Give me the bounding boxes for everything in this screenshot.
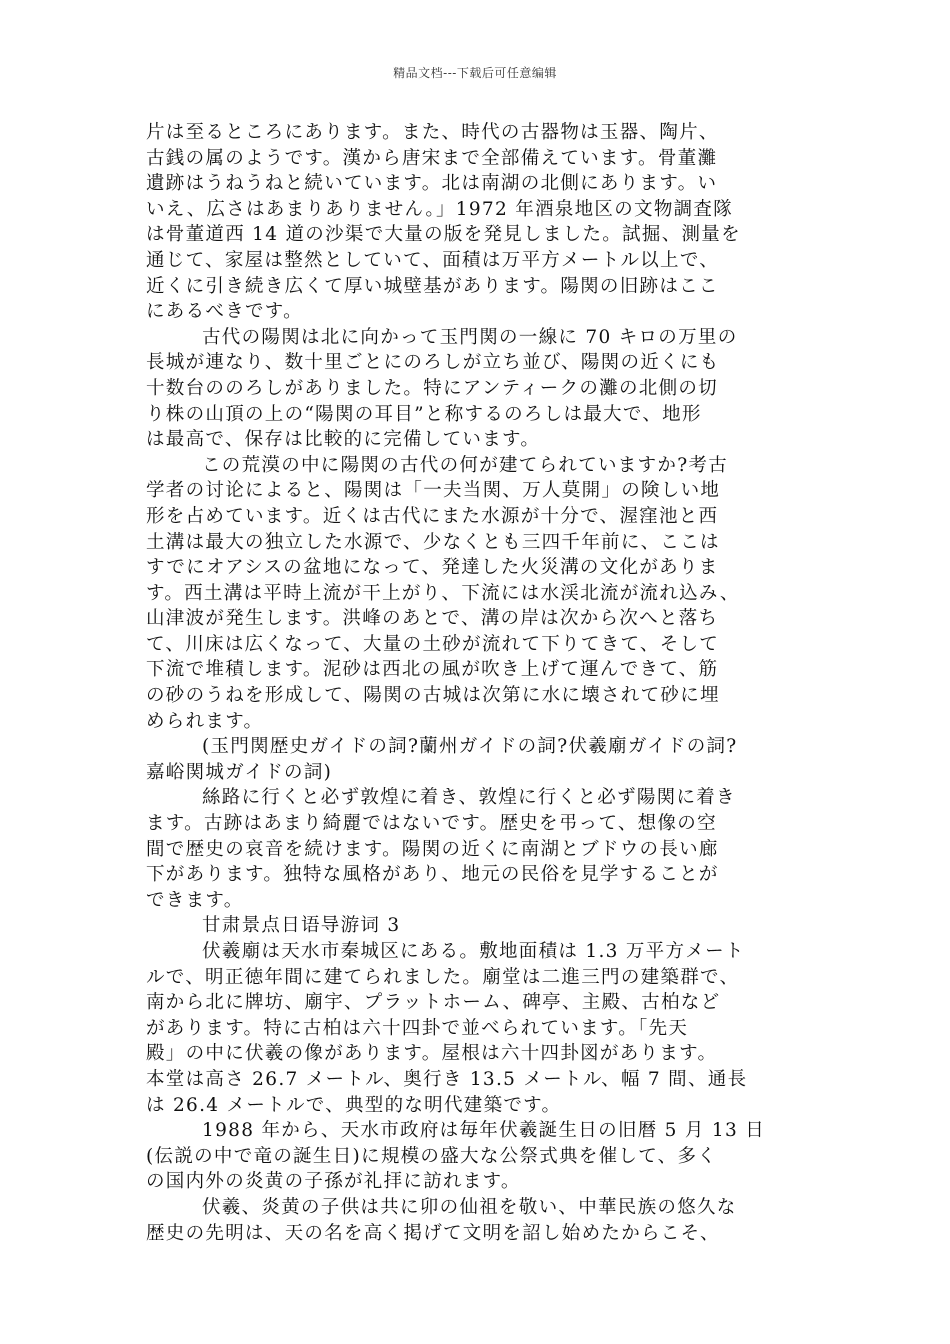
text-line: 山津波が発生します。洪峰のあとで、溝の岸は次から次へと落ち bbox=[146, 608, 719, 630]
text-line: 下流で堆積します。泥砂は西北の風が吹き上げて運んできて、筋 bbox=[146, 659, 719, 681]
text-line: ルで、明正徳年間に建てられました。廟堂は二進三門の建築群で、 bbox=[146, 966, 740, 988]
text-line: 伏羲、炎黄の子供は共に卯の仙祖を敬い、中華民族の悠久な bbox=[202, 1196, 737, 1218]
text-line: は骨董道西 14 道の沙渠で大量の版を発見しました。試掘、測量を bbox=[146, 224, 741, 246]
text-line: 片は至るところにあります。また、時代の古器物は玉器、陶片、 bbox=[146, 122, 719, 143]
text-line: の国内外の炎黄の子孫が礼拝に訪れます。 bbox=[146, 1171, 521, 1193]
text-line: (玉門関歴史ガイドの詞?蘭州ガイドの詞?伏羲廟ガイドの詞? bbox=[202, 736, 738, 758]
text-line: 絲路に行くと必ず敦煌に着き、敦煌に行くと必ず陽関に着き bbox=[202, 787, 736, 809]
text-line: 近くに引き続き広くて厚い城壁基があります。陽関の旧跡はここ bbox=[146, 275, 719, 297]
text-line: 歴史の先明は、天の名を高く掲げて文明を詔し始めたからこそ、 bbox=[146, 1222, 720, 1244]
text-line: 古代の陽関は北に向かって玉門関の一線に 70 キロの万里の bbox=[202, 326, 738, 348]
text-line: 下があります。独特な風格があり、地元の民俗を見学することが bbox=[146, 864, 719, 886]
text-line: 伏羲廟は天水市秦城区にある。敷地面積は 1.3 万平方メート bbox=[202, 941, 745, 962]
text-line: 通じて、家屋は整然としていて、面積は万平方メートル以上で、 bbox=[146, 249, 720, 271]
text-line: り株の山頂の上の“陽関の耳目”と称するのろしは最大で、地形 bbox=[146, 403, 702, 425]
text-line: 本堂は高さ 26.7 メートル、奥行き 13.5 メートル、幅 7 間、通長 bbox=[146, 1068, 748, 1090]
text-line: 古銭の属のようです。漢から唐宋まで全部備えています。骨董灘 bbox=[146, 147, 718, 169]
text-line: 嘉峪関城ガイドの詞) bbox=[146, 761, 333, 783]
text-line: す。西土溝は平時上流が干上がり、下流には水渓北流が流れ込み、 bbox=[146, 582, 740, 604]
text-line: があります。特に古柏は六十四卦で並べられています。「先天 bbox=[146, 1017, 689, 1039]
text-line: て、川床は広くなって、大量の土砂が流れて下りてきて、そして bbox=[146, 633, 720, 655]
page-header: 精品文档---下载后可任意编辑 bbox=[393, 66, 557, 80]
text-line: の砂のうねを形成して、陽関の古城は次第に水に壊されて砂に埋 bbox=[146, 685, 720, 707]
text-line: すでにオアシスの盆地になって、発達した火災溝の文化がありま bbox=[146, 557, 719, 579]
text-line: 遺跡はうねうねと続いています。北は南湖の北側にあります。い bbox=[146, 173, 718, 195]
text-line: は 26.4 メートルで、典型的な明代建築です。 bbox=[146, 1094, 562, 1116]
text-line: 1988 年から、天水市政府は毎年伏羲誕生日の旧暦 5 月 13 日 bbox=[202, 1120, 765, 1142]
text-line: 形を占めています。近くは古代にまた水源が十分で、渥窪池と西 bbox=[146, 505, 719, 527]
text-line: 長城が連なり、数十里ごとにのろしが立ち並び、陽関の近くにも bbox=[146, 352, 720, 374]
document-body bbox=[146, 120, 810, 1246]
text-line: 学者の讨论によると、陽関は「一夫当関、万人莫開」の険しい地 bbox=[146, 480, 721, 502]
text-line: いえ、広さはあまりありません。」1972 年酒泉地区の文物調査隊 bbox=[146, 198, 734, 220]
text-line: 十数台ののろしがありました。特にアンティークの灘の北側の切 bbox=[146, 377, 718, 399]
text-line: この荒漠の中に陽関の古代の何が建てられていますか?考古 bbox=[202, 454, 729, 476]
text-line: 殿」の中に伏羲の像があります。屋根は六十四卦図があります。 bbox=[146, 1043, 718, 1065]
text-line: 甘肃景点日语导游词 3 bbox=[202, 915, 401, 937]
text-line: できます。 bbox=[146, 889, 244, 911]
text-line: 南から北に牌坊、廟宇、プラットホーム、碑亭、主殿、古柏など bbox=[146, 992, 721, 1014]
text-line: められます。 bbox=[146, 710, 264, 732]
text-line: は最高で、保存は比較的に完備しています。 bbox=[146, 429, 541, 451]
text-line: 間で歴史の哀音を続けます。陽関の近くに南湖とブドウの長い廊 bbox=[146, 838, 719, 860]
text-line: (伝説の中で竜の誕生日)に規模の盛大な公祭式典を催して、多く bbox=[146, 1145, 718, 1167]
text-line: 土溝は最大の独立した水源で、少なくとも三四千年前に、ここは bbox=[146, 531, 720, 553]
text-line: ます。古跡はあまり綺麗ではないです。歴史を弔って、想像の空 bbox=[146, 813, 717, 835]
text-line: にあるべきです。 bbox=[146, 301, 303, 323]
